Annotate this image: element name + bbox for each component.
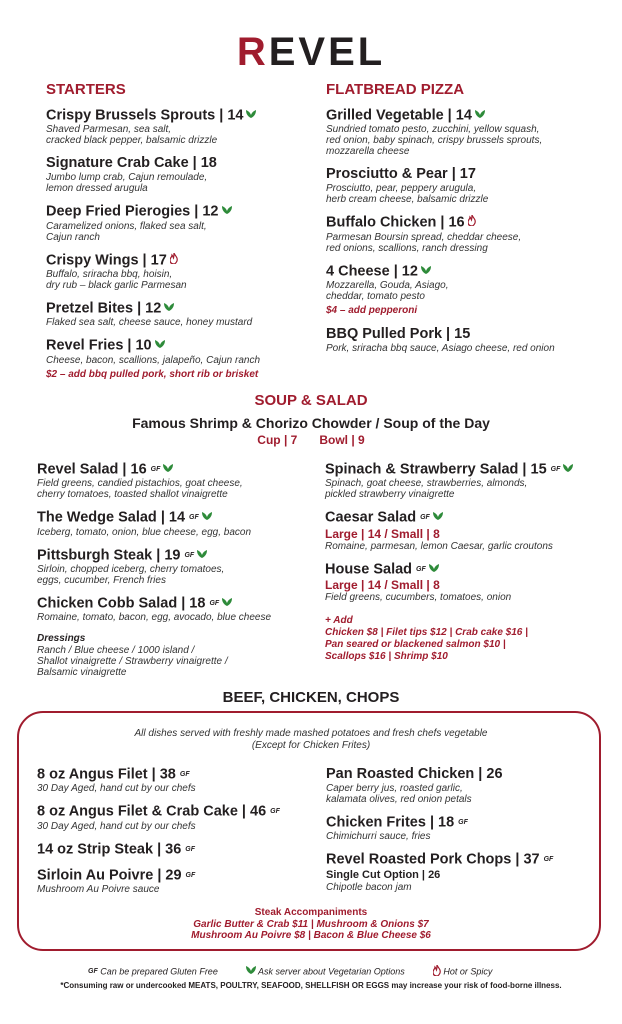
item-name: Revel Fries | 10 — [46, 337, 152, 354]
entrees-right-column — [326, 766, 606, 902]
beef-title: BEEF, CHICKEN, CHOPS — [222, 689, 400, 706]
item-desc: Mozzarella, Gouda, Asiago, — [326, 279, 449, 291]
item-desc: Caramelized onions, flaked sea salt, — [46, 220, 207, 232]
health-warning: *Consuming raw or undercooked MEATS, POULTRY, SEAFOOD, SHELLFISH OR EGGS may increase your risk of food-borne illness. — [60, 981, 562, 990]
menu-item — [325, 509, 605, 551]
revel-logo — [0, 30, 622, 75]
dressings-title: Dressings — [37, 633, 86, 645]
item-desc: Pork, sriracha bbq sauce, Asiago cheese, red onion — [326, 342, 555, 354]
starters-column — [46, 107, 326, 381]
cup-price: Cup | 7 — [257, 433, 298, 447]
menu-item — [46, 107, 326, 146]
item-name: Pretzel Bites | 12 — [46, 300, 162, 317]
item-name: Pittsburgh Steak | 19 — [37, 546, 181, 563]
soup-salad-title: SOUP & SALAD — [254, 392, 368, 409]
accompaniments-line: Mushroom Au Poivre $8 | Bacon & Blue Cheese $6 — [191, 930, 431, 941]
item-desc: Iceberg, tomato, onion, blue cheese, egg, bacon — [37, 526, 252, 538]
flatbread-title: FLATBREAD PIZZA — [326, 81, 465, 98]
salads-left-column — [37, 461, 317, 678]
item-name: 8 oz Angus Filet | 38 — [37, 766, 176, 783]
vegetarian-icon — [421, 263, 431, 280]
menu-item — [46, 252, 326, 291]
dressings-line: Balsamic vinaigrette — [37, 667, 127, 679]
gluten-free-icon: GF — [458, 819, 468, 826]
menu-item — [37, 509, 317, 537]
legend-veg-text: Ask server about Vegetarian Options — [258, 966, 405, 977]
item-desc: Mushroom Au Poivre sauce — [37, 884, 160, 896]
item-name: 14 oz Strip Steak | 36 — [37, 840, 182, 857]
flatbread-column — [326, 107, 606, 363]
gluten-free-icon: GF — [179, 771, 190, 778]
item-desc: red onion, baby spinach, crispy brussels sprouts, — [326, 135, 543, 147]
item-desc: Romaine, tomato, bacon, egg, avocado, blue cheese — [37, 612, 272, 624]
gluten-free-icon: GF — [270, 808, 280, 816]
item-name: Revel Roasted Pork Chops | 37 — [326, 851, 540, 868]
item-name: Deep Fried Pierogies | 12 — [46, 203, 219, 220]
item-desc: Cheese, bacon, scallions, jalapeño, Cajun ranch — [46, 354, 261, 366]
item-name: The Wedge Salad | 14 — [37, 509, 186, 526]
vegetarian-icon — [163, 461, 173, 478]
menu-item — [37, 841, 317, 858]
menu-item — [326, 851, 606, 892]
item-name: Revel Salad | 16 — [37, 461, 147, 478]
item-desc: Sundried tomato pesto, zucchini, yellow squash, — [326, 124, 540, 136]
bowl-price: Bowl | 9 — [319, 433, 365, 447]
item-desc: Chipotle bacon jam — [326, 881, 412, 893]
menu-item — [326, 766, 606, 805]
item-desc: Spinach, goat cheese, strawberries, almonds, — [325, 478, 528, 490]
flatbread-addon-note: $4 – add pepperoni — [326, 304, 418, 316]
item-desc: Jumbo lump crab, Cajun remoulade, — [46, 172, 208, 184]
item-desc: Field greens, candied pistachios, goat cheese, — [37, 478, 243, 490]
item-name: Crispy Brussels Sprouts | 14 — [46, 107, 244, 124]
size-prices: Large | 14 / Small | 8 — [325, 526, 440, 541]
dressings — [37, 633, 317, 678]
gluten-free-icon: GF — [184, 551, 195, 559]
menu-item — [326, 263, 606, 302]
menu-item — [326, 214, 606, 253]
item-name: House Salad — [325, 560, 413, 577]
item-desc: mozzarella cheese — [326, 146, 410, 158]
menu-item — [37, 803, 317, 831]
item-desc: kalamata olives, red onion petals — [326, 794, 472, 805]
item-name: 4 Cheese | 12 — [326, 262, 418, 279]
menu-item — [46, 155, 326, 194]
accompaniments-title: Steak Accompaniments — [254, 907, 368, 918]
menu-item — [325, 461, 605, 500]
gluten-free-icon: GF — [420, 514, 430, 522]
entrees-left-column — [37, 766, 317, 904]
item-desc: Cajun ranch — [46, 231, 100, 243]
addons-line: Pan seared or blackened salmon $10 | — [325, 638, 506, 650]
addons-title: + Add — [325, 614, 353, 626]
chowder-line: Famous Shrimp & Chorizo Chowder / Soup of the Day — [132, 415, 490, 431]
item-desc: dry rub – black garlic Parmesan — [46, 279, 187, 291]
item-name: Sirloin Au Poivre | 29 — [37, 867, 182, 884]
gluten-free-icon: GF — [150, 466, 161, 473]
vegetarian-icon — [475, 107, 485, 124]
item-desc: Flaked sea salt, cheese sauce, honey mustard — [46, 317, 253, 329]
gluten-free-icon: GF — [88, 968, 98, 975]
vegetarian-icon — [433, 509, 443, 526]
starters-title: STARTERS — [46, 81, 126, 98]
item-name: Chicken Frites | 18 — [326, 814, 455, 831]
gluten-free-icon: GF — [209, 599, 220, 607]
menu-item — [46, 337, 326, 365]
vegetarian-icon — [563, 461, 573, 478]
vegetarian-icon — [155, 337, 165, 354]
dressings-line: Ranch / Blue cheese / 1000 island / — [37, 645, 195, 657]
item-desc: cherry tomatoes, toasted shallot vinaigrette — [37, 489, 228, 501]
item-desc: lemon dressed arugula — [46, 183, 148, 195]
legend — [88, 965, 558, 979]
item-name: Grilled Vegetable | 14 — [326, 107, 472, 124]
addons-line: Scallops $16 | Shrimp $10 — [325, 650, 448, 662]
item-desc: red onions, scallions, ranch dressing — [326, 242, 488, 254]
item-desc: Buffalo, sriracha bbq, hoisin, — [46, 268, 173, 280]
gluten-free-icon: GF — [550, 466, 561, 473]
entrees-intro: (Except for Chicken Frites) — [251, 740, 371, 751]
menu-item — [326, 814, 606, 842]
item-name: Pan Roasted Chicken | 26 — [326, 766, 503, 782]
item-name: Crispy Wings | 17 — [46, 251, 167, 268]
menu-item — [37, 867, 317, 895]
item-desc: cracked black pepper, balsamic drizzle — [46, 135, 218, 147]
item-desc: Caper berry jus, roasted garlic, — [326, 783, 463, 794]
item-desc: Sirloin, chopped iceberg, cherry tomatoes, — [37, 563, 225, 575]
vegetarian-icon — [246, 107, 256, 124]
gluten-free-icon: GF — [185, 871, 196, 879]
item-desc: eggs, cucumber, French fries — [37, 574, 166, 586]
menu-item — [326, 166, 606, 205]
item-desc: Romaine, parmesan, lemon Caesar, garlic croutons — [325, 540, 553, 552]
size-prices: Large | 14 / Small | 8 — [325, 577, 440, 592]
menu-item — [37, 766, 317, 794]
legend-gf-text: Can be prepared Gluten Free — [100, 966, 218, 977]
item-desc: Chimichurri sauce, fries — [326, 831, 431, 843]
menu-item — [46, 203, 326, 242]
menu-item — [37, 547, 317, 586]
item-name: BBQ Pulled Pork | 15 — [326, 325, 471, 342]
vegetarian-icon — [222, 203, 232, 220]
menu-item — [37, 461, 317, 500]
starters-addon-note: $2 – add bbq pulled pork, short rib or brisket — [46, 368, 259, 380]
item-desc: pickled strawberry vinaigrette — [325, 489, 455, 501]
item-desc: herb cream cheese, balsamic drizzle — [326, 194, 489, 206]
item-desc: Shaved Parmesan, sea salt, — [46, 124, 172, 136]
accompaniments-line: Garlic Butter & Crab $11 | Mushroom & Onions $7 — [193, 919, 429, 930]
logo-rest: EVEL — [268, 30, 386, 74]
salads-right-column — [325, 461, 605, 663]
item-desc: 30 Day Aged, hand cut by our chefs — [37, 820, 196, 832]
item-name: Buffalo Chicken | 16 — [326, 214, 465, 231]
vegetarian-icon — [164, 300, 174, 317]
addons-line: Chicken $8 | Filet tips $12 | Crab cake $16 | — [325, 626, 528, 638]
menu-item — [325, 561, 605, 603]
vegetarian-icon — [429, 561, 439, 578]
flame-icon — [170, 252, 178, 269]
menu-item — [326, 107, 606, 157]
item-name: Chicken Cobb Salad | 18 — [37, 595, 206, 612]
item-name: Caesar Salad — [325, 509, 417, 526]
vegetarian-icon — [246, 966, 256, 978]
item-name: 8 oz Angus Filet & Crab Cake | 46 — [37, 803, 267, 820]
logo-accent-letter: R — [236, 30, 269, 74]
gluten-free-icon: GF — [543, 856, 554, 864]
dressings-line: Shallot vinaigrette / Strawberry vinaigrette / — [37, 656, 228, 668]
soup-prices — [0, 433, 622, 447]
legend-hot-text: Hot or Spicy — [443, 966, 493, 977]
item-desc: Prosciutto, pear, peppery arugula, — [326, 183, 477, 195]
vegetarian-icon — [197, 547, 207, 564]
menu-item — [46, 300, 326, 328]
gluten-free-icon: GF — [185, 845, 196, 853]
gluten-free-icon: GF — [416, 565, 426, 573]
flame-icon — [433, 965, 441, 979]
item-desc: Field greens, cucumbers, tomatoes, onion — [325, 591, 512, 603]
vegetarian-icon — [222, 595, 232, 612]
item-desc: cheddar, tomato pesto — [326, 290, 425, 302]
gluten-free-icon: GF — [189, 514, 199, 522]
item-desc: Parmesan Boursin spread, cheddar cheese, — [326, 231, 522, 243]
flame-icon — [468, 214, 476, 231]
menu-item — [326, 326, 606, 354]
menu-item — [37, 595, 317, 623]
item-name: Spinach & Strawberry Salad | 15 — [325, 461, 547, 478]
item-name: Prosciutto & Pear | 17 — [326, 166, 476, 183]
entrees-intro: All dishes served with freshly made mashed potatoes and fresh chefs vegetable — [134, 728, 488, 739]
item-desc: 30 Day Aged, hand cut by our chefs — [37, 783, 196, 795]
vegetarian-icon — [202, 509, 212, 526]
single-cut-option: Single Cut Option | 26 — [326, 868, 441, 881]
item-name: Signature Crab Cake | 18 — [46, 155, 217, 172]
